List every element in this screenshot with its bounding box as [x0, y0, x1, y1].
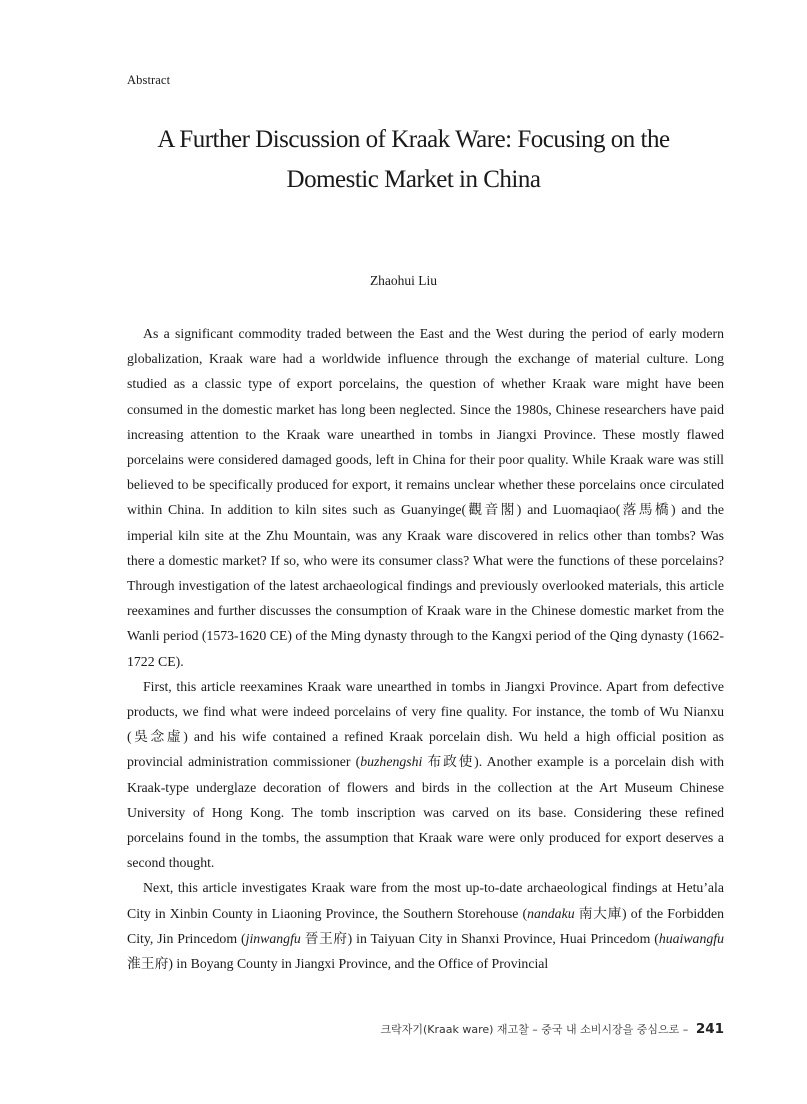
section-label: Abstract	[127, 73, 171, 87]
term-jinwangfu: jinwangfu	[245, 930, 301, 946]
page-footer	[360, 1021, 724, 1037]
paragraph-2	[127, 674, 724, 876]
paragraph-3-text-a: Next, this article investigates Kraak ware from the most up-to-date archaeological findings at Hetu’ala City in Xinbin County in Liaoning Province, the Southern Storehouse (	[127, 880, 724, 921]
paragraph-2-text-a: First, this article reexamines Kraak ware unearthed in tombs in Jiangxi Province. Apart from defective products, we find what were indeed porcelains of very fine quality. For instance, the tomb of Wu Nianxu (吳念虛) and his wife contained a refined Kraak porcelain dish. Wu held a high official position as provincial administration commissioner (	[127, 678, 724, 770]
paragraph-3-text-c: 晉王府) in Taiyuan City in Shanxi Province, Huai Princedom (	[300, 930, 659, 946]
paragraph-3-text-b: 南大庫) of the Forbidden City, Jin Princedom (	[127, 905, 724, 946]
term-buzhengshi: buzhengshi	[360, 754, 423, 770]
term-huaiwangfu: huaiwangfu	[658, 930, 724, 946]
page-number: 241	[695, 1021, 724, 1037]
article-title	[110, 120, 717, 200]
title-line-2: Domestic Market in China	[286, 166, 541, 193]
author-name: Zhaohui Liu	[369, 273, 438, 288]
paragraph-2-text-b: 布政使). Another example is a porcelain dish with Kraak-type underglaze decoration of flowers and birds in the collection at the Art Museum Chinese University of Hong Kong. The tomb inscription was carved on its base. Considering these refined porcelains found in the tombs, the assumption that Kraak ware were only produced for export deserves a second thought.	[127, 754, 724, 871]
paragraph-3	[127, 875, 724, 976]
abstract-body	[127, 321, 724, 976]
term-nandaku: nandaku	[527, 905, 575, 921]
paragraph-1: As a significant commodity traded between the East and the West during the period of early modern globalization, Kraak ware had a worldwide influence through the exchange of material culture. Long studied as a classic type of export porcelains, the question of whether Kraak ware might have been consumed in the domestic market has long been neglected. Since the 1980s, Chinese researchers have paid increasing attention to the Kraak ware unearthed in tombs in Jiangxi Province. These mostly flawed porcelains were considered damaged goods, left in China for their poor quality. While Kraak ware was still believed to be specifically produced for export, it remains unclear whether these porcelains once circulated within China. In addition to kiln sites such as Guanyinge(觀音閣) and Luomaqiao(落馬橋) and the imperial kiln site at the Zhu Mountain, was any Kraak ware discovered in relics other than tombs? Was there a domestic market? If so, who were its consumer class? What were the functions of these porcelains? Through investigation of the latest archaeological findings and previously overlooked materials, this article reexamines and further discusses the consumption of Kraak ware in the Chinese domestic market from the Wanli period (1573-1620 CE) of the Ming dynasty through to the Kangxi period of the Qing dynasty (1662-1722 CE).	[127, 326, 724, 669]
running-title: 크락자기(Kraak ware) 재고찰 – 중국 내 소비시장을 중심으로 –	[380, 1023, 689, 1036]
paragraph-3-text-d: 淮王府) in Boyang County in Jiangxi Province, and the Office of Provincial	[127, 956, 549, 972]
title-line-1: A Further Discussion of Kraak Ware: Focusing on the	[157, 126, 670, 153]
